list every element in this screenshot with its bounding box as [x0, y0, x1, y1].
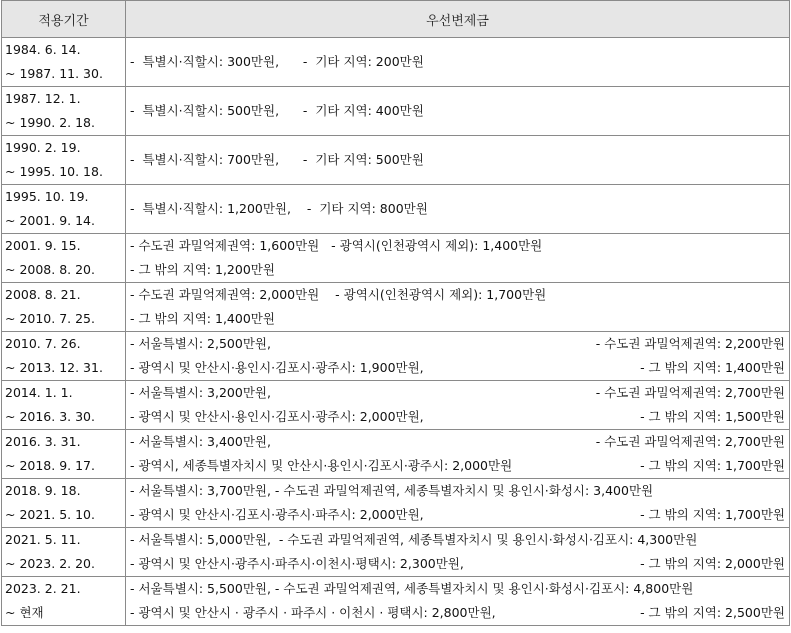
header-amount: 우선변제금	[126, 1, 790, 38]
amount-text: - 특별시·직할시: 500만원, - 기타 지역: 400만원	[130, 103, 424, 118]
amount-text: - 그 밖의 지역: 1,700만원	[640, 507, 785, 522]
amount-line	[130, 136, 785, 184]
period-end: ~ 2001. 9. 14.	[5, 213, 95, 228]
period-cell	[2, 381, 126, 430]
period-end: ~ 2016. 3. 30.	[5, 409, 95, 424]
table-row	[2, 283, 790, 332]
header-period: 적용기간	[2, 1, 126, 38]
period-cell	[2, 332, 126, 381]
amount-line	[130, 234, 785, 258]
amount-cell	[126, 381, 790, 430]
priority-repayment-table	[1, 0, 790, 626]
amount-line	[130, 405, 785, 429]
period-start: 1995. 10. 19.	[5, 189, 89, 204]
amount-text: - 광역시 및 안산시·광주시·파주시·이천시·평택시: 2,300만원,	[130, 556, 464, 571]
amount-text: - 광역시 및 안산시·용인시·김포시·광주시: 1,900만원,	[130, 360, 424, 375]
amount-cell	[126, 234, 790, 283]
period-start: 1990. 2. 19.	[5, 140, 81, 155]
period-end: ~ 2013. 12. 31.	[5, 360, 103, 375]
period-end: ~ 2010. 7. 25.	[5, 311, 95, 326]
amount-text: - 광역시 및 안산시 · 광주시 · 파주시 · 이천시 · 평택시: 2,800만원,	[130, 605, 496, 620]
amount-line	[130, 185, 785, 233]
amount-line	[130, 38, 785, 86]
amount-cell	[126, 185, 790, 234]
period-cell	[2, 430, 126, 479]
amount-text: - 그 밖의 지역: 1,700만원	[640, 458, 785, 473]
amount-line	[130, 552, 785, 576]
amount-cell	[126, 528, 790, 577]
period-end: ~ 2018. 9. 17.	[5, 458, 95, 473]
amount-text: - 수도권 과밀억제권역: 2,700만원	[595, 434, 785, 449]
period-cell	[2, 38, 126, 87]
amount-text: - 그 밖의 지역: 1,200만원	[130, 262, 275, 277]
period-end: ~ 1990. 2. 18.	[5, 115, 95, 130]
table-row	[2, 430, 790, 479]
amount-line	[130, 87, 785, 135]
period-cell	[2, 234, 126, 283]
amount-line	[130, 258, 785, 282]
amount-text: - 그 밖의 지역: 1,400만원	[130, 311, 275, 326]
amount-text: - 수도권 과밀억제권역: 1,600만원 - 광역시(인천광역시 제외): 1,400만원	[130, 238, 543, 253]
table-row	[2, 381, 790, 430]
period-cell	[2, 528, 126, 577]
period-end: ~ 1987. 11. 30.	[5, 66, 103, 81]
period-start: 2014. 1. 1.	[5, 385, 73, 400]
period-start: 1984. 6. 14.	[5, 42, 81, 57]
period-end: ~ 2008. 8. 20.	[5, 262, 95, 277]
amount-cell	[126, 430, 790, 479]
amount-text: - 그 밖의 지역: 1,400만원	[640, 360, 785, 375]
amount-cell	[126, 332, 790, 381]
amount-text: - 서울특별시: 3,700만원, - 수도권 과밀억제권역, 세종특별자치시 및 용인시·화성시: 3,400만원	[130, 483, 654, 498]
period-cell	[2, 479, 126, 528]
period-start: 2021. 5. 11.	[5, 532, 81, 547]
amount-text: - 특별시·직할시: 1,200만원, - 기타 지역: 800만원	[130, 201, 428, 216]
table-body	[2, 38, 790, 626]
period-end: ~ 2023. 2. 20.	[5, 556, 95, 571]
period-start: 1987. 12. 1.	[5, 91, 81, 106]
amount-text: - 광역시 및 안산시·김포시·광주시·파주시: 2,000만원,	[130, 507, 424, 522]
amount-text: - 그 밖의 지역: 2,500만원	[640, 605, 785, 620]
amount-cell	[126, 283, 790, 332]
table-row	[2, 38, 790, 87]
table-row	[2, 479, 790, 528]
amount-cell	[126, 38, 790, 87]
period-start: 2010. 7. 26.	[5, 336, 81, 351]
period-cell	[2, 136, 126, 185]
period-cell	[2, 577, 126, 626]
period-start: 2001. 9. 15.	[5, 238, 81, 253]
amount-cell	[126, 479, 790, 528]
amount-text: - 그 밖의 지역: 2,000만원	[640, 556, 785, 571]
table-row	[2, 577, 790, 626]
period-end: ~ 2021. 5. 10.	[5, 507, 95, 522]
amount-cell	[126, 136, 790, 185]
table-header-row	[2, 1, 790, 38]
period-start: 2008. 8. 21.	[5, 287, 81, 302]
amount-line	[130, 381, 785, 405]
amount-text: - 수도권 과밀억제권역: 2,200만원	[595, 336, 785, 351]
table-row	[2, 332, 790, 381]
amount-text: - 특별시·직할시: 700만원, - 기타 지역: 500만원	[130, 152, 424, 167]
period-cell	[2, 283, 126, 332]
period-cell	[2, 185, 126, 234]
amount-text: - 서울특별시: 5,000만원, - 수도권 과밀억제권역, 세종특별자치시 및 용인시·화성시·김포시: 4,300만원	[130, 532, 698, 547]
amount-text: - 광역시 및 안산시·용인시·김포시·광주시: 2,000만원,	[130, 409, 424, 424]
amount-line	[130, 454, 785, 478]
amount-text: - 서울특별시: 5,500만원, - 수도권 과밀억제권역, 세종특별자치시 및 용인시·화성시·김포시: 4,800만원	[130, 581, 694, 596]
amount-line	[130, 577, 785, 601]
amount-line	[130, 601, 785, 625]
table-row	[2, 185, 790, 234]
amount-text: - 서울특별시: 2,500만원,	[130, 336, 271, 351]
amount-cell	[126, 577, 790, 626]
table-row	[2, 87, 790, 136]
table-row	[2, 234, 790, 283]
period-cell	[2, 87, 126, 136]
amount-line	[130, 283, 785, 307]
amount-text: - 그 밖의 지역: 1,500만원	[640, 409, 785, 424]
amount-line	[130, 332, 785, 356]
amount-cell	[126, 87, 790, 136]
period-start: 2018. 9. 18.	[5, 483, 81, 498]
amount-text: - 서울특별시: 3,200만원,	[130, 385, 271, 400]
amount-text: - 수도권 과밀억제권역: 2,700만원	[595, 385, 785, 400]
amount-text: - 광역시, 세종특별자치시 및 안산시·용인시·김포시·광주시: 2,000만원	[130, 458, 513, 473]
amount-line	[130, 528, 785, 552]
amount-text: - 수도권 과밀억제권역: 2,000만원 - 광역시(인천광역시 제외): 1,700만원	[130, 287, 547, 302]
amount-line	[130, 356, 785, 380]
table-row	[2, 528, 790, 577]
amount-text: - 특별시·직할시: 300만원, - 기타 지역: 200만원	[130, 54, 424, 69]
period-start: 2023. 2. 21.	[5, 581, 81, 596]
amount-text: - 서울특별시: 3,400만원,	[130, 434, 271, 449]
table-row	[2, 136, 790, 185]
amount-line	[130, 430, 785, 454]
period-end: ~ 현재	[5, 605, 44, 620]
amount-line	[130, 307, 785, 331]
period-start: 2016. 3. 31.	[5, 434, 81, 449]
period-end: ~ 1995. 10. 18.	[5, 164, 103, 179]
amount-line	[130, 479, 785, 503]
amount-line	[130, 503, 785, 527]
